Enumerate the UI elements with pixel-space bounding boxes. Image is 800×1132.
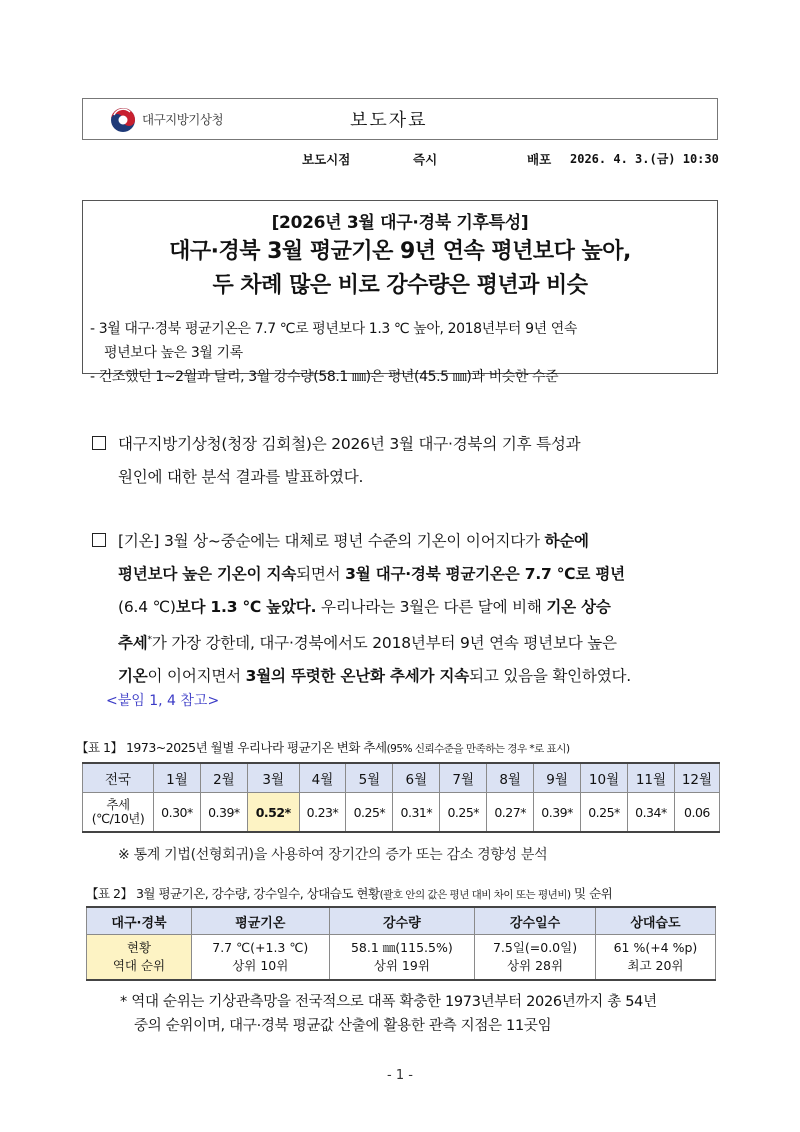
bold-text: 추세 <box>118 634 148 653</box>
bold-text: 3월 대구·경북 평균기온은 7.7 ℃로 평년 <box>345 565 625 583</box>
distribution-label: 배포 <box>527 152 552 167</box>
text: 우리나라는 3월은 다른 달에 비해 <box>316 598 547 616</box>
cell: 0.34* <box>627 793 674 833</box>
cell: 0.27* <box>487 793 534 833</box>
text: (6.4 ℃) <box>118 598 176 616</box>
summary-bullet-1: - 3월 대구·경북 평균기온은 7.7 ℃로 평년보다 1.3 ℃ 높아, 2018년부터 9년 연속 <box>90 321 578 337</box>
table-1-monthly-trend <box>82 762 720 833</box>
org-name: 대구지방기상청 <box>142 112 224 127</box>
table-row <box>87 935 716 981</box>
cell: 0.25* <box>440 793 487 833</box>
cell-highlighted: 0.52* <box>247 793 299 833</box>
footnote-line-2: 중의 순위이며, 대구·경북 평균값 산출에 활용한 관측 지점은 11곳임 <box>134 1018 552 1034</box>
cell: 0.31* <box>393 793 440 833</box>
headline-line-1: 대구·경북 3월 평균기온 9년 연속 평년보다 높아, <box>169 239 631 264</box>
distribution-value: 2026. 4. 3.(금) 10:30 <box>570 152 719 166</box>
page-number: - 1 - <box>387 1068 413 1083</box>
caption-small: (괄호 안의 값은 평년 대비 차이 또는 평년비) <box>379 889 571 901</box>
paragraph-1-line-1: 대구지방기상청(청장 김회철)은 2026년 3월 대구·경북의 기후 특성과 <box>118 435 581 453</box>
government-logo-icon <box>110 107 136 133</box>
header-cell: 상대습도 <box>595 907 715 935</box>
cell: 0.23* <box>299 793 346 833</box>
text: 이 이어지면서 <box>147 667 246 686</box>
header-cell: 1월 <box>154 763 201 793</box>
header-cell: 2월 <box>200 763 247 793</box>
row-label: 현황 역대 순위 <box>87 935 192 981</box>
cell-precipitation: 58.1 ㎜(115.5%) 상위 19위 <box>329 935 475 981</box>
summary-bullet-2: - 건조했던 1~2월과 달리, 3월 강수량(58.1 ㎜)은 평년(45.5 ㎜)과 비슷한 수준 <box>90 369 559 385</box>
header-cell: 대구·경북 <box>87 907 192 935</box>
text: 되면서 <box>296 565 346 583</box>
bold-text: 기온 상승 <box>546 598 611 616</box>
header-cell: 5월 <box>346 763 393 793</box>
release-value: 즉시 <box>413 152 438 167</box>
summary-subtitle: [2026년 3월 대구·경북 기후특성] <box>271 213 529 233</box>
cell-precip-days: 7.5일(=0.0일) 상위 28위 <box>475 935 596 981</box>
bold-text: 보다 1.3 ℃ 높았다. <box>175 598 317 616</box>
table-2-march-stats <box>86 906 716 981</box>
summary-bullet-1-cont: 평년보다 높은 3월 기록 <box>104 345 243 361</box>
checkbox-bullet-icon <box>92 436 106 450</box>
table-1-note: ※ 통계 기법(선형회귀)을 사용하여 장기간의 증가 또는 감소 경향성 분석 <box>118 847 548 863</box>
bold-text: 기온 <box>118 667 148 686</box>
caption-small: (95% 신뢰수준을 만족하는 경우 *로 표시) <box>386 743 570 755</box>
caption-main: 【표 1】 1973~2025년 월별 우리나라 평균기온 변화 추세 <box>76 740 387 755</box>
cell: 0.30* <box>154 793 201 833</box>
text: 되고 있음을 확인하였다. <box>469 667 631 686</box>
footnote <box>120 990 730 1038</box>
reference-link[interactable]: <붙임 1, 4 참고> <box>106 693 220 709</box>
footnote-marker: * <box>147 635 152 645</box>
header-cell: 평균기온 <box>192 907 330 935</box>
header-cell: 8월 <box>487 763 534 793</box>
cell: 0.25* <box>581 793 628 833</box>
cell-humidity: 61 %(+4 %p) 최고 20위 <box>595 935 715 981</box>
doc-type-title: 보도자료 <box>350 110 428 131</box>
row-label: 추세 (℃/10년) <box>83 793 154 833</box>
bold-text: 하순에 <box>544 532 589 550</box>
header-cell: 9월 <box>534 763 581 793</box>
paragraph-1 <box>92 428 722 494</box>
header-cell: 6월 <box>393 763 440 793</box>
checkbox-bullet-icon <box>92 533 106 547</box>
header-cell: 4월 <box>299 763 346 793</box>
bold-text: 평년보다 높은 기온이 지속 <box>118 565 297 583</box>
header-cell: 11월 <box>627 763 674 793</box>
header-cell: 강수량 <box>329 907 475 935</box>
footnote-line-1: * 역대 순위는 기상관측망을 전국적으로 대폭 확충한 1973년부터 2026년까지 총 54년 <box>120 994 657 1010</box>
cell: 0.39* <box>200 793 247 833</box>
table-2-caption <box>86 884 612 902</box>
header-cell: 10월 <box>581 763 628 793</box>
release-label: 보도시점 <box>302 152 351 167</box>
paragraph-1-line-2: 원인에 대한 분석 결과를 발표하였다. <box>118 468 364 486</box>
header-cell: 12월 <box>674 763 719 793</box>
table-1-caption <box>76 738 570 756</box>
text: 가 가장 강한데, 대구·경북에서도 2018년부터 9년 연속 평년보다 높은 <box>151 634 617 653</box>
table-row <box>83 793 720 833</box>
cell: 0.06 <box>674 793 719 833</box>
text: [기온] 3월 상~중순에는 대체로 평년 수준의 기온이 이어지다가 <box>118 532 545 550</box>
paragraph-2 <box>92 525 722 693</box>
caption-tail: 및 순위 <box>570 886 613 901</box>
cell-avg-temp: 7.7 ℃(+1.3 ℃) 상위 10위 <box>192 935 330 981</box>
header-cell: 7월 <box>440 763 487 793</box>
headline-line-2: 두 차례 많은 비로 강수량은 평년과 비슷 <box>212 273 588 298</box>
header-cell: 전국 <box>83 763 154 793</box>
bold-text: 3월의 뚜렷한 온난화 추세가 지속 <box>245 667 470 686</box>
cell: 0.39* <box>534 793 581 833</box>
cell: 0.25* <box>346 793 393 833</box>
header-cell: 강수일수 <box>475 907 596 935</box>
caption-main: 【표 2】 3월 평균기온, 강수량, 강수일수, 상대습도 현황 <box>86 886 380 901</box>
header-cell: 3월 <box>247 763 299 793</box>
